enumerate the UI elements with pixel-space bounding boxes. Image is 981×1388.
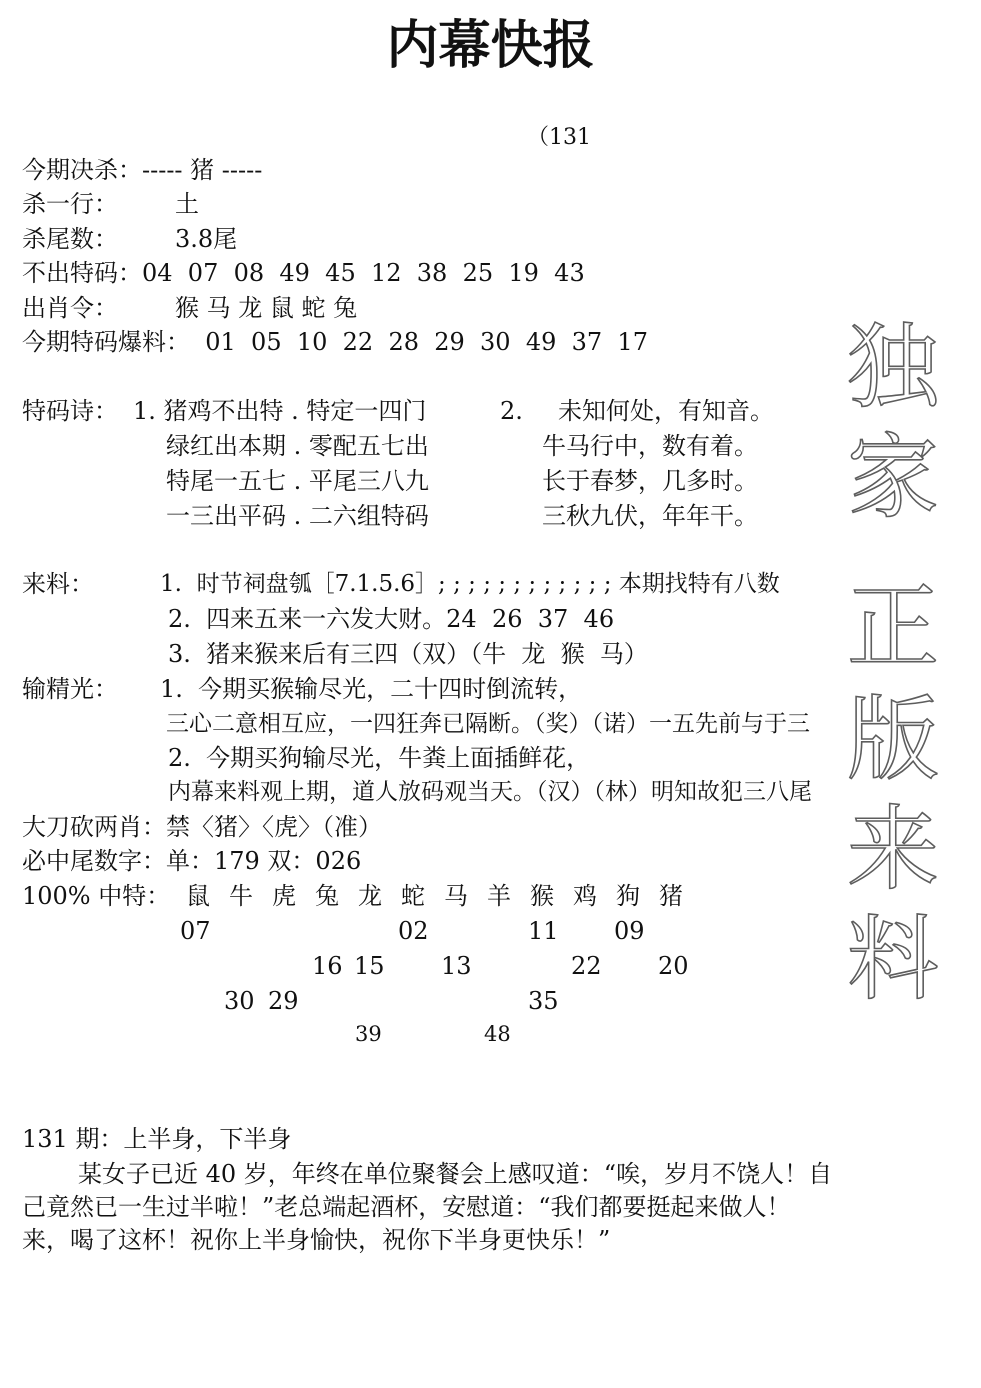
story-title: 131 期：上半身，下半身 [22, 1125, 292, 1153]
watermark-char: 料 [846, 906, 939, 1013]
zodiac-value: 猴 马 龙 鼠 蛇 兔 [175, 294, 358, 322]
page-title: 内幕快报 [386, 16, 595, 76]
number-cell: 07 [180, 917, 211, 945]
number-cell: 22 [571, 952, 602, 980]
number-cell: 48 [484, 1022, 511, 1046]
kill-row-value: 土 [175, 190, 199, 218]
number-cell: 20 [658, 952, 689, 980]
material-item: 2. 四来五来一六发大财。24 26 37 46 [168, 605, 615, 633]
number-cell: 16 [312, 952, 343, 980]
poem-left-line: 绿红出本期 . 零配五七出 [166, 432, 429, 460]
zodiac-cell: 牛 [229, 882, 253, 910]
poem-left-line: 一三出平码 . 二六组特码 [166, 502, 429, 530]
tail-line: 必中尾数字：单：179 双：026 [22, 847, 362, 875]
story-line: 来，喝了这杯！祝你上半身愉快，祝你下半身更快乐！” [22, 1226, 611, 1254]
number-cell: 09 [614, 917, 645, 945]
number-cell: 11 [528, 917, 559, 945]
zodiac-cell: 鼠 [186, 882, 210, 910]
zodiac-cell: 龙 [358, 882, 382, 910]
poem-right-number: 2. [500, 397, 523, 425]
number-cell: 35 [528, 987, 559, 1015]
knife-line: 大刀砍两肖：禁〈猪〉〈虎〉（准） [22, 813, 382, 841]
poem-left-line: 1. 猪鸡不出特 . 特定一四门 [133, 397, 427, 425]
zodiac-cell: 羊 [487, 882, 511, 910]
zodiac-cell: 蛇 [401, 882, 425, 910]
story-line: 某女子已近 40 岁，年终在单位聚餐会上感叹道：“唉，岁月不饶人！自 [78, 1160, 833, 1188]
number-cell: 30 [224, 987, 255, 1015]
material-label: 来料： [22, 570, 94, 598]
poem-right-line: 三秋九伏，年年干。 [542, 502, 758, 530]
story-line: 己竟然已一生过半啦！”老总端起酒杯，安慰道：“我们都要挺起来做人！ [22, 1193, 791, 1221]
issue-number: （131 [527, 125, 591, 150]
watermark-char: 正 [846, 574, 939, 681]
poem-right-line: 未知何处，有知音。 [558, 397, 774, 425]
number-cell: 02 [398, 917, 429, 945]
zodiac-cell: 猴 [530, 882, 554, 910]
poem-label: 特码诗： [22, 397, 118, 425]
zodiac-cell: 虎 [272, 882, 296, 910]
no-special-line: 不出特码：04 07 08 49 45 12 38 25 19 43 [22, 259, 585, 287]
zodiac-cell: 兔 [315, 882, 339, 910]
kill-tail-value: 3.8尾 [175, 225, 238, 253]
poem-right-line: 牛马行中，数有着。 [542, 432, 758, 460]
lose-line: 三心二意相互应，一四狂奔已隔断。（奖）（诺）一五先前与于三 [166, 711, 810, 737]
poem-right-line: 长于春梦，几多时。 [542, 467, 758, 495]
number-cell: 15 [354, 952, 385, 980]
watermark-char: 版 [846, 686, 939, 793]
burst-line: 今期特码爆料： 01 05 10 22 28 29 30 49 37 17 [22, 328, 648, 356]
zodiac-cell: 猪 [659, 882, 683, 910]
number-cell: 29 [268, 987, 299, 1015]
kill-row-label: 杀一行： [22, 190, 118, 218]
zodiac-cell: 狗 [616, 882, 640, 910]
zodiac-label: 出肖令： [22, 294, 118, 322]
watermark-char: 独 [846, 314, 939, 421]
lose-line: 1. 今期买猴输尽光，二十四时倒流转， [160, 675, 583, 703]
watermark-char: 家 [846, 424, 939, 531]
lose-line: 内幕来料观上期，道人放码观当天。（汉）（林）明知故犯三八尾 [168, 779, 812, 805]
lose-line: 2. 今期买狗输尽光，牛粪上面插鲜花， [168, 744, 591, 772]
watermark-char: 来 [846, 796, 939, 903]
number-cell: 39 [355, 1022, 382, 1046]
poem-left-line: 特尾一五七 . 平尾三八九 [166, 467, 429, 495]
number-cell: 13 [441, 952, 472, 980]
zodiac-cell: 马 [444, 882, 468, 910]
lose-label: 输精光： [22, 675, 118, 703]
hundred-label: 100% 中特： [22, 882, 171, 910]
kill-tail-label: 杀尾数： [22, 225, 118, 253]
kill-line: 今期决杀：----- 猪 ----- [22, 156, 263, 184]
zodiac-cell: 鸡 [573, 882, 597, 910]
material-item: 1. 时节祠盘瓠［7.1.5.6］; ; ; ; ; ; ; ; ; ; ; ; 本期找特有八数 [160, 571, 780, 597]
material-item: 3. 猪来猴来后有三四（双）（牛 龙 猴 马） [168, 640, 648, 668]
